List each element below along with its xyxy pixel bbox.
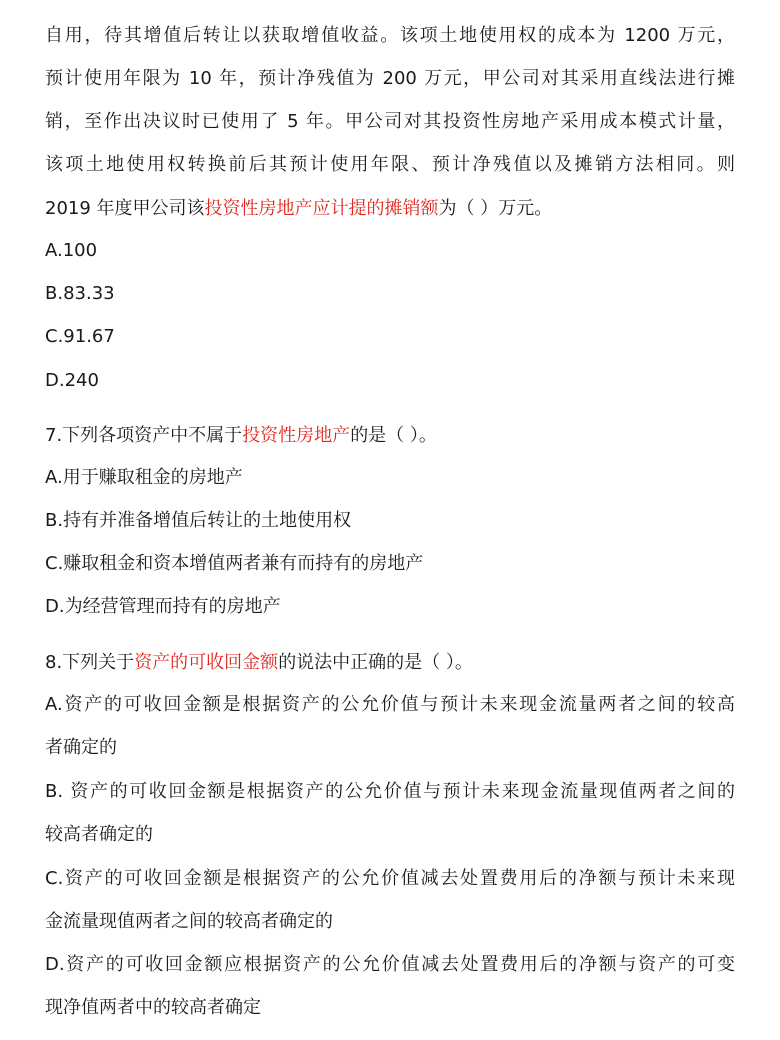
q8-option-c-line-1: C.资产的可收回金额是根据资产的公允价值减去处置费用后的净额与预计未来现 bbox=[45, 868, 735, 889]
q8-option-d-line-2: 现净值两者中的较高者确定 bbox=[45, 997, 261, 1018]
q8-option-d-line-1: D.资产的可收回金额应根据资产的公允价值减去处置费用后的净额与资产的可变 bbox=[45, 954, 735, 975]
q7-option-d: D.为经营管理而持有的房地产 bbox=[45, 596, 281, 617]
q6-option-c: C.91.67 bbox=[45, 326, 115, 347]
q8-option-a-line-2: 者确定的 bbox=[45, 737, 117, 758]
q6-line5-prefix: 2019 年度甲公司该 bbox=[45, 198, 205, 219]
q6-text-line-2: 预计使用年限为 10 年，预计净残值为 200 万元，甲公司对其采用直线法进行摊 bbox=[45, 68, 735, 89]
q8-option-b-line-1: B. 资产的可收回金额是根据资产的公允价值与预计未来现金流量现值两者之间的 bbox=[45, 781, 735, 802]
q8-stem-suffix: 的说法中正确的是（ ）。 bbox=[278, 652, 473, 673]
q7-option-c: C.赚取租金和资本增值两者兼有而持有的房地产 bbox=[45, 553, 424, 574]
q7-highlight: 投资性房地产 bbox=[242, 425, 351, 446]
q7-option-b: B.持有并准备增值后转让的土地使用权 bbox=[45, 510, 352, 531]
q8-option-c-line-2: 金流量现值两者之间的较高者确定的 bbox=[45, 911, 333, 932]
q6-option-b: B.83.33 bbox=[45, 283, 115, 304]
q6-text-line-3: 销，至作出决议时已使用了 5 年。甲公司对其投资性房地产采用成本模式计量， bbox=[45, 111, 735, 132]
q6-option-a: A.100 bbox=[45, 240, 98, 261]
q8-stem bbox=[45, 651, 473, 675]
q6-text-line-4: 该项土地使用权转换前后其预计使用年限、预计净残值以及摊销方法相同。则 bbox=[45, 154, 735, 175]
q6-line5-suffix: 为（ ）万元。 bbox=[438, 198, 553, 219]
q7-stem-prefix: 7.下列各项资产中不属于 bbox=[45, 425, 243, 446]
q8-stem-prefix: 8.下列关于 bbox=[45, 652, 135, 673]
q8-option-b-line-2: 较高者确定的 bbox=[45, 824, 153, 845]
q6-text-line-5 bbox=[45, 197, 552, 221]
q6-text-line-1: 自用，待其增值后转让以获取增值收益。该项土地使用权的成本为 1200 万元， bbox=[45, 25, 735, 46]
q7-option-a: A.用于赚取租金的房地产 bbox=[45, 467, 243, 488]
q6-highlight: 投资性房地产应计提的摊销额 bbox=[204, 198, 439, 219]
q7-stem bbox=[45, 424, 437, 448]
q6-option-d: D.240 bbox=[45, 370, 99, 391]
q7-stem-suffix: 的是（ ）。 bbox=[350, 425, 437, 446]
q8-option-a-line-1: A.资产的可收回金额是根据资产的公允价值与预计未来现金流量两者之间的较高 bbox=[45, 694, 735, 715]
q8-highlight: 资产的可收回金额 bbox=[134, 652, 279, 673]
